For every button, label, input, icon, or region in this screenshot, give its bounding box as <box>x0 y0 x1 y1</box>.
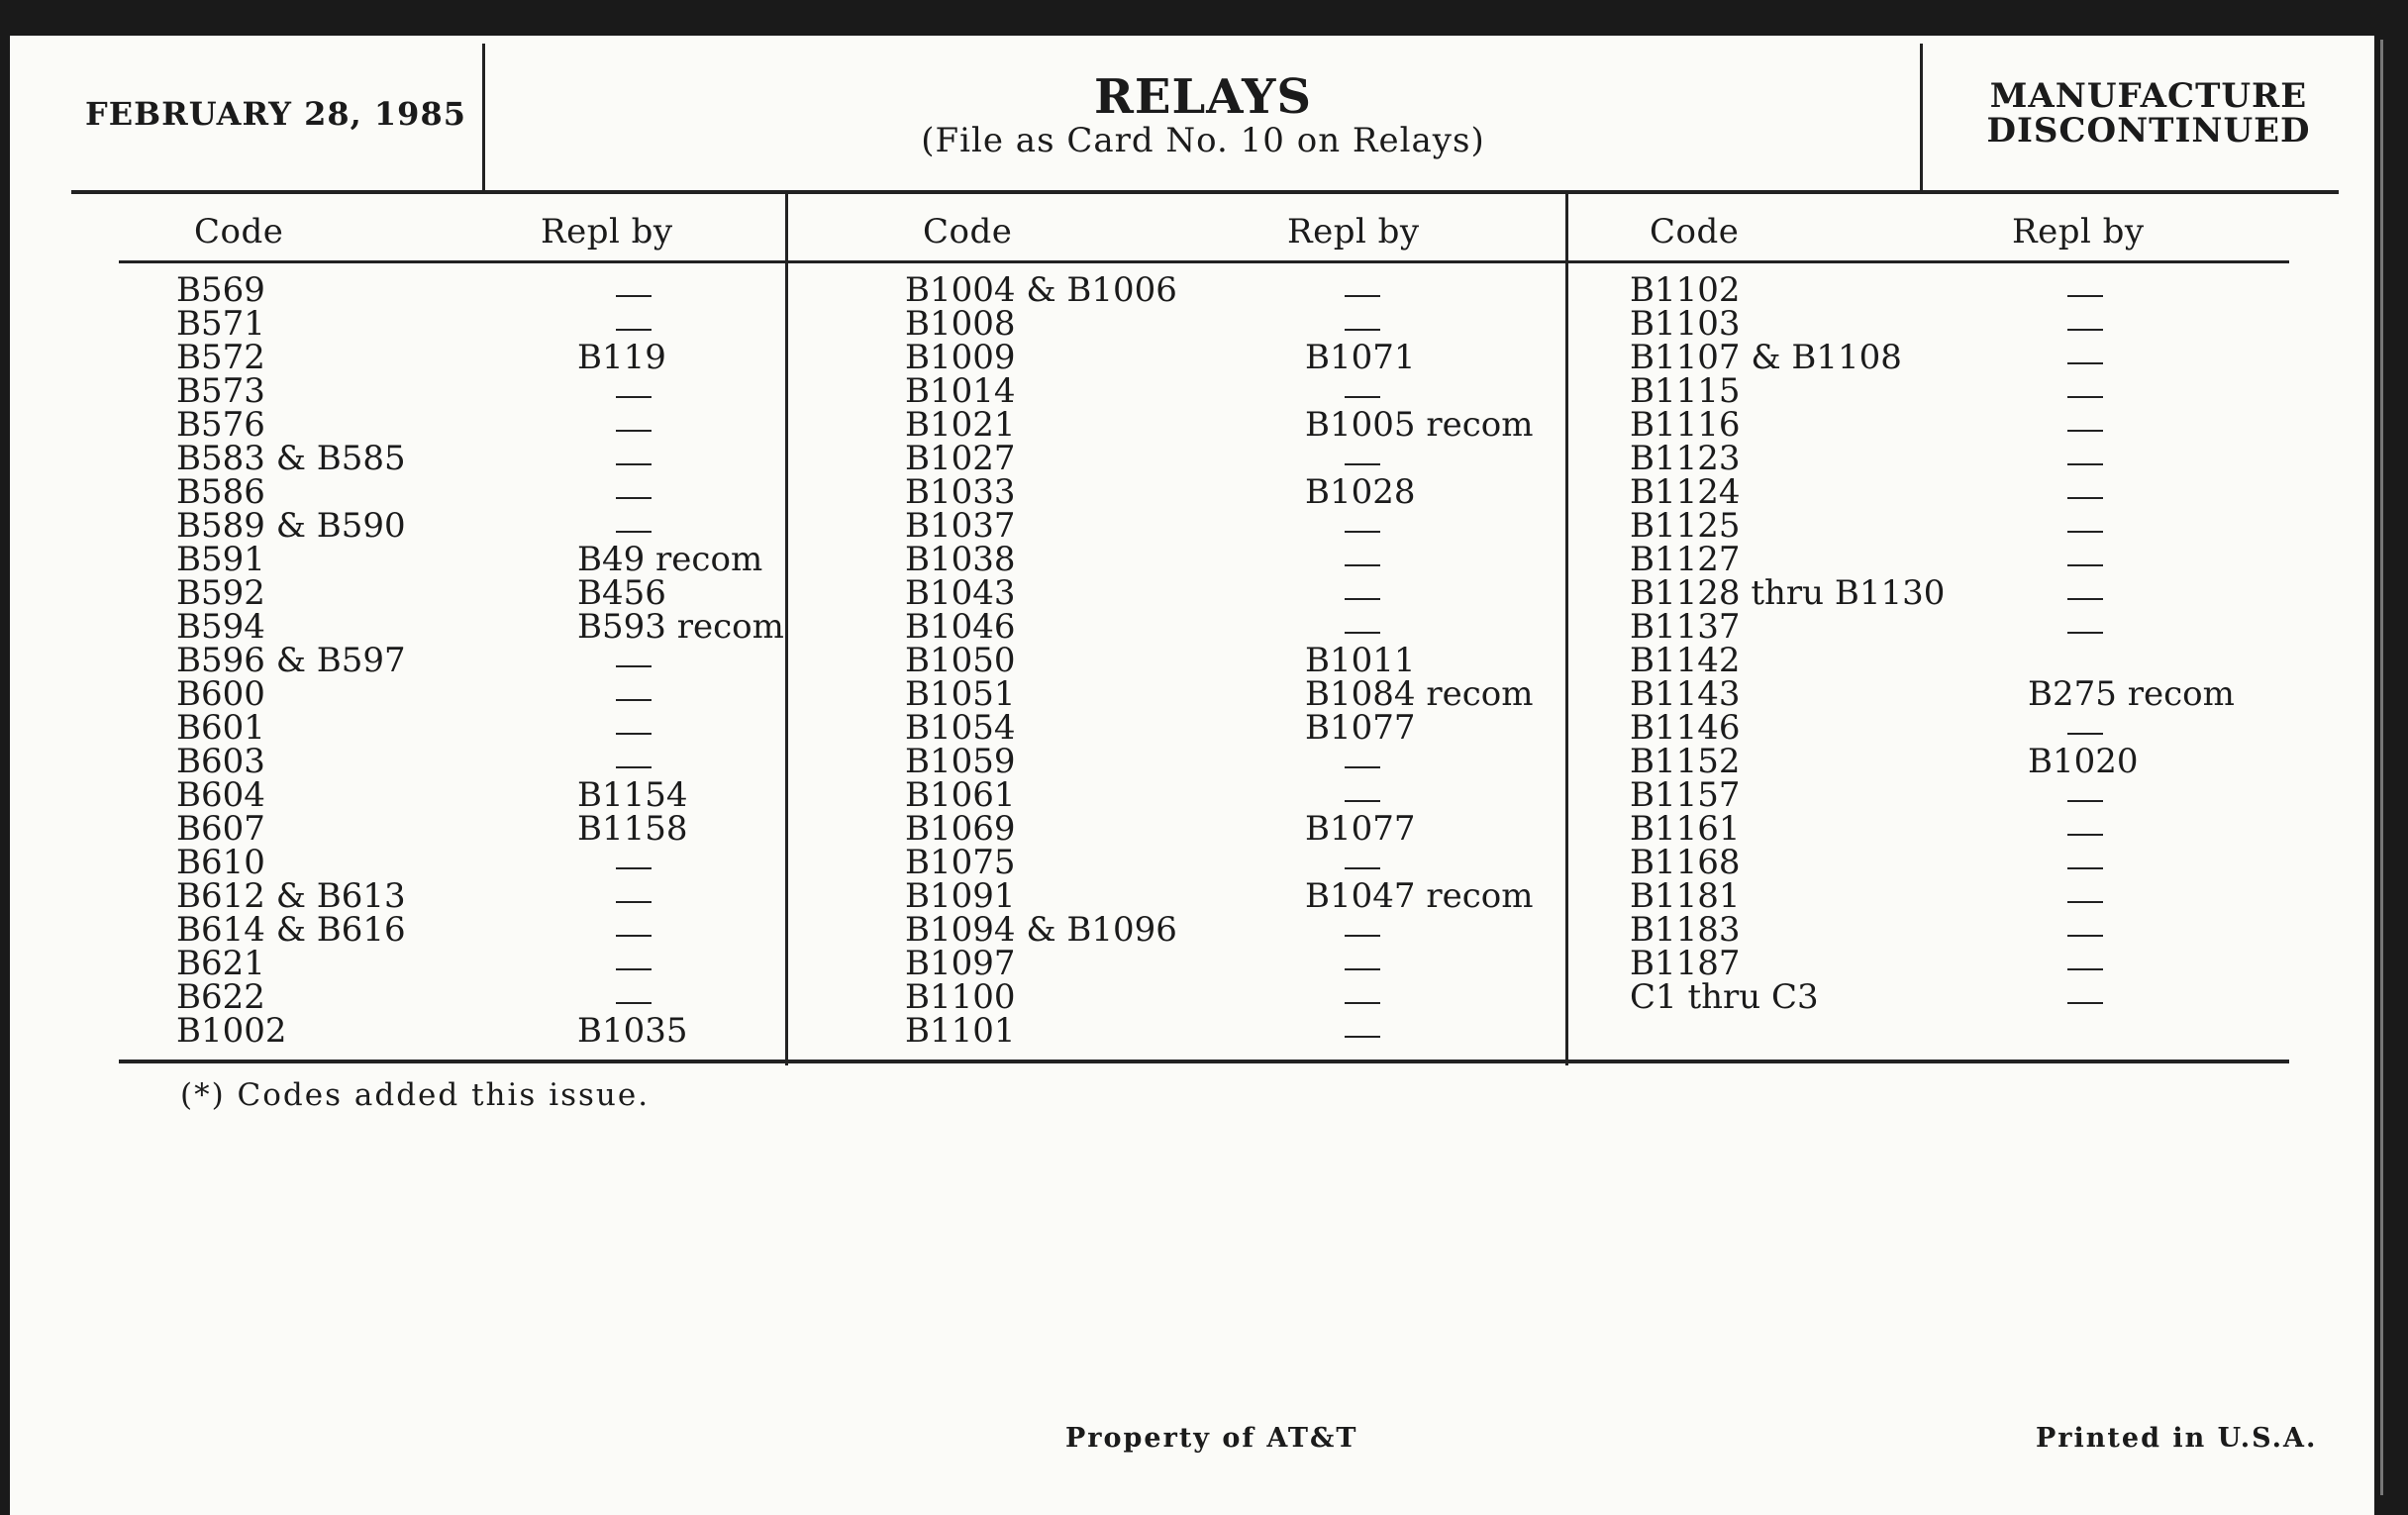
property-notice: Property of AT&T <box>1065 1423 1358 1454</box>
no-replacement-dash <box>616 531 652 533</box>
table-bottom-rule <box>119 1060 2289 1063</box>
relay-code: B1002 <box>176 1011 287 1051</box>
relay-code: B1123 <box>1630 439 1741 478</box>
no-replacement-dash <box>616 733 652 735</box>
relay-code: B1004 & B1006 <box>905 270 1177 310</box>
relay-code: B1181 <box>1630 876 1741 916</box>
relay-code: B1103 <box>1630 304 1741 344</box>
relay-code: B596 & B597 <box>176 641 406 680</box>
no-replacement-dash <box>1345 766 1380 768</box>
table-divider-2 <box>1565 194 1568 1065</box>
no-replacement-dash <box>1345 531 1380 533</box>
relay-code: B1059 <box>905 742 1016 781</box>
status-line-1: MANUFACTURE <box>1989 76 2308 116</box>
replacement-code: B1077 <box>1305 708 1416 748</box>
no-replacement-dash <box>616 329 652 331</box>
relay-code: B586 <box>176 472 265 512</box>
relay-code: B610 <box>176 843 265 882</box>
no-replacement-dash <box>616 935 652 937</box>
printed-notice: Printed in U.S.A. <box>2036 1423 2318 1454</box>
relay-code: B594 <box>176 607 265 647</box>
relay-code: B1094 & B1096 <box>905 910 1177 950</box>
relay-code: B1127 <box>1630 540 1741 579</box>
no-replacement-dash <box>1345 463 1380 465</box>
relay-code: B1137 <box>1630 607 1741 647</box>
replacement-code: B119 <box>577 338 666 377</box>
col2-repl-header: Repl by <box>1287 212 1420 252</box>
page-subtitle: (File as Card No. 10 on Relays) <box>921 121 1485 160</box>
relay-code: B1146 <box>1630 708 1741 748</box>
no-replacement-dash <box>2067 867 2103 869</box>
no-replacement-dash <box>2067 531 2103 533</box>
no-replacement-dash <box>2067 564 2103 566</box>
replacement-code: B1084 recom <box>1305 674 1534 714</box>
no-replacement-dash <box>2067 396 2103 398</box>
relay-code: B600 <box>176 674 265 714</box>
relay-code: B1161 <box>1630 809 1741 849</box>
no-replacement-dash <box>1345 329 1380 331</box>
relay-code: B622 <box>176 977 265 1017</box>
relay-code: B1038 <box>905 540 1016 579</box>
relay-code: B603 <box>176 742 265 781</box>
relay-code: B1054 <box>905 708 1016 748</box>
replacement-code: B49 recom <box>577 540 763 579</box>
relay-code: B1152 <box>1630 742 1741 781</box>
relay-code: B1183 <box>1630 910 1741 950</box>
no-replacement-dash <box>1345 968 1380 970</box>
relay-code: B571 <box>176 304 265 344</box>
relay-code: B1033 <box>905 472 1016 512</box>
replacement-code: B1020 <box>2028 742 2139 781</box>
relay-code: B1091 <box>905 876 1016 916</box>
relay-code: B1100 <box>905 977 1016 1017</box>
relay-code: B1097 <box>905 944 1016 983</box>
relay-code: B1143 <box>1630 674 1741 714</box>
relay-code: B1187 <box>1630 944 1741 983</box>
relay-code: B573 <box>176 371 265 411</box>
relay-code: B614 & B616 <box>176 910 406 950</box>
no-replacement-dash <box>1345 800 1380 802</box>
relay-code: B1027 <box>905 439 1016 478</box>
no-replacement-dash <box>616 1002 652 1004</box>
status-line-2: DISCONTINUED <box>1986 111 2311 151</box>
no-replacement-dash <box>1345 1002 1380 1004</box>
relay-code: B592 <box>176 573 265 613</box>
no-replacement-dash <box>2067 463 2103 465</box>
no-replacement-dash <box>616 665 652 667</box>
no-replacement-dash <box>1345 632 1380 634</box>
relay-code: B572 <box>176 338 265 377</box>
relay-code: B1115 <box>1630 371 1741 411</box>
card-edge-line <box>2380 40 2383 1495</box>
no-replacement-dash <box>616 430 652 432</box>
relay-code: B569 <box>176 270 265 310</box>
relay-code: B621 <box>176 944 265 983</box>
relay-code: B576 <box>176 405 265 445</box>
no-replacement-dash <box>1345 598 1380 600</box>
relay-code: B591 <box>176 540 265 579</box>
no-replacement-dash <box>2067 295 2103 297</box>
replacement-code: B1047 recom <box>1305 876 1534 916</box>
relay-code: B1021 <box>905 405 1016 445</box>
no-replacement-dash <box>2067 935 2103 937</box>
no-replacement-dash <box>1345 295 1380 297</box>
replacement-code: B275 recom <box>2028 674 2235 714</box>
replacement-code: B1011 <box>1305 641 1416 680</box>
status-label <box>1941 76 2357 151</box>
relay-code: B604 <box>176 775 265 815</box>
no-replacement-dash <box>1345 1036 1380 1038</box>
relay-code: B1101 <box>905 1011 1016 1051</box>
no-replacement-dash <box>2067 632 2103 634</box>
replacement-code: B456 <box>577 573 666 613</box>
col3-code-header: Code <box>1650 212 1740 252</box>
no-replacement-dash <box>1345 867 1380 869</box>
relay-code: B1124 <box>1630 472 1741 512</box>
col1-code-header: Code <box>194 212 284 252</box>
footnote: (*) Codes added this issue. <box>180 1077 651 1113</box>
relay-code: B1051 <box>905 674 1016 714</box>
relay-code: B1008 <box>905 304 1016 344</box>
issue-date: FEBRUARY 28, 1985 <box>85 95 466 133</box>
no-replacement-dash <box>2067 1002 2103 1004</box>
no-replacement-dash <box>2067 733 2103 735</box>
relay-code: C1 thru C3 <box>1630 977 1819 1017</box>
replacement-code: B1071 <box>1305 338 1416 377</box>
relay-code: B607 <box>176 809 265 849</box>
no-replacement-dash <box>2067 834 2103 836</box>
replacement-code: B1158 <box>577 809 688 849</box>
replacement-code: B593 recom <box>577 607 784 647</box>
no-replacement-dash <box>2067 968 2103 970</box>
col1-repl-header: Repl by <box>541 212 673 252</box>
no-replacement-dash <box>616 396 652 398</box>
relay-code: B1014 <box>905 371 1016 411</box>
relay-code: B1043 <box>905 573 1016 613</box>
no-replacement-dash <box>616 968 652 970</box>
no-replacement-dash <box>616 901 652 903</box>
relay-code: B589 & B590 <box>176 506 406 546</box>
column-header-rule <box>119 260 2289 263</box>
page-title: RELAYS <box>1093 69 1312 125</box>
relay-code: B1061 <box>905 775 1016 815</box>
relay-code: B1142 <box>1630 641 1741 680</box>
relay-card <box>10 36 2374 1515</box>
no-replacement-dash <box>616 295 652 297</box>
no-replacement-dash <box>2067 598 2103 600</box>
no-replacement-dash <box>1345 396 1380 398</box>
relay-code: B1157 <box>1630 775 1741 815</box>
col3-repl-header: Repl by <box>2012 212 2145 252</box>
relay-code: B1102 <box>1630 270 1741 310</box>
relay-code: B1125 <box>1630 506 1741 546</box>
no-replacement-dash <box>1345 935 1380 937</box>
relay-code: B612 & B613 <box>176 876 406 916</box>
relay-code: B1116 <box>1630 405 1741 445</box>
table-divider-1 <box>785 194 788 1065</box>
relay-code: B583 & B585 <box>176 439 406 478</box>
replacement-code: B1154 <box>577 775 688 815</box>
no-replacement-dash <box>616 699 652 701</box>
header-rule <box>71 190 2339 194</box>
replacement-code: B1005 recom <box>1305 405 1534 445</box>
no-replacement-dash <box>616 497 652 499</box>
no-replacement-dash <box>616 463 652 465</box>
col2-code-header: Code <box>923 212 1013 252</box>
relay-code: B601 <box>176 708 265 748</box>
replacement-code: B1028 <box>1305 472 1416 512</box>
replacement-code: B1077 <box>1305 809 1416 849</box>
relay-code: B1050 <box>905 641 1016 680</box>
no-replacement-dash <box>616 766 652 768</box>
relay-code: B1107 & B1108 <box>1630 338 1902 377</box>
no-replacement-dash <box>2067 329 2103 331</box>
relay-code: B1009 <box>905 338 1016 377</box>
no-replacement-dash <box>2067 430 2103 432</box>
no-replacement-dash <box>2067 800 2103 802</box>
relay-code: B1037 <box>905 506 1016 546</box>
replacement-code: B1035 <box>577 1011 688 1051</box>
no-replacement-dash <box>2067 497 2103 499</box>
no-replacement-dash <box>2067 362 2103 364</box>
no-replacement-dash <box>2067 901 2103 903</box>
relay-code: B1069 <box>905 809 1016 849</box>
no-replacement-dash <box>616 867 652 869</box>
relay-code: B1046 <box>905 607 1016 647</box>
no-replacement-dash <box>1345 564 1380 566</box>
relay-code: B1168 <box>1630 843 1741 882</box>
relay-code: B1075 <box>905 843 1016 882</box>
relay-code: B1128 thru B1130 <box>1630 573 1946 613</box>
